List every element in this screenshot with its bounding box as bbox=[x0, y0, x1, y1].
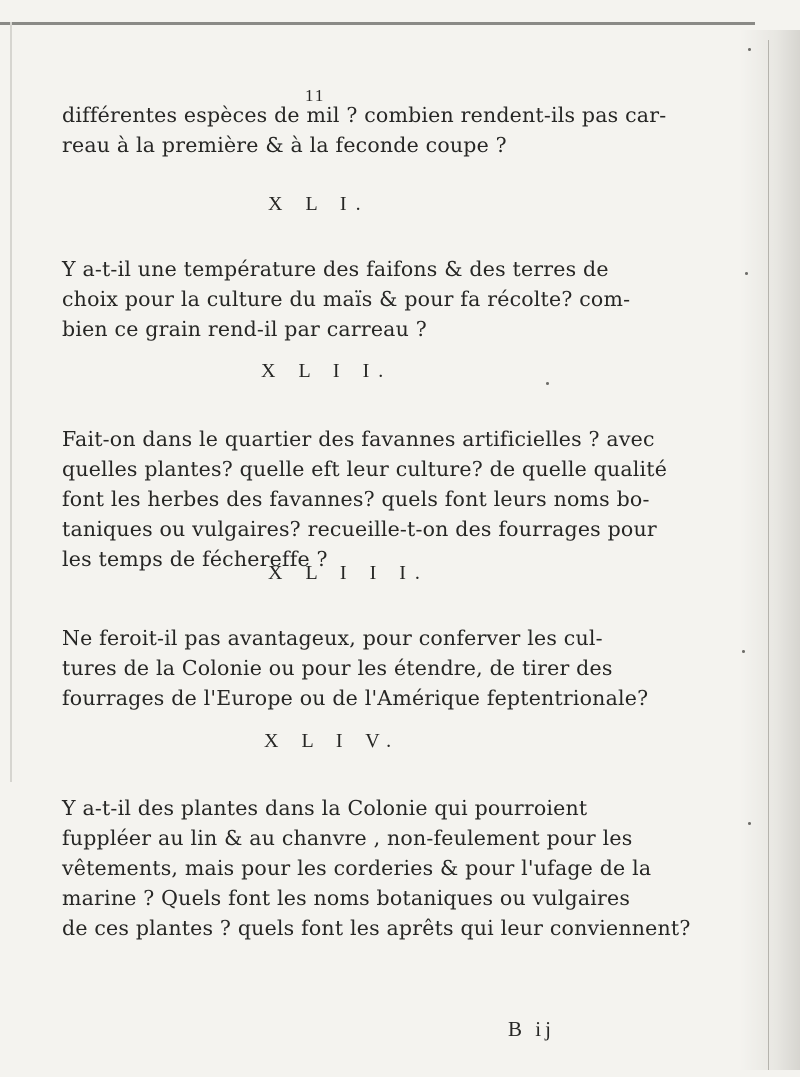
text-line: différentes espèces de mil ? combien rendent-ils pas car- bbox=[62, 103, 667, 127]
text-line: bien ce grain rend-il par carreau ? bbox=[62, 317, 427, 341]
text-line: les temps de féchereffe ? bbox=[62, 547, 328, 571]
section-text-xliv bbox=[62, 793, 691, 943]
text-line: marine ? Quels font les noms botaniques ou vulgaires bbox=[62, 886, 631, 910]
text-line: vêtements, mais pour les corderies & pour l'ufage de la bbox=[62, 856, 652, 880]
section-heading-xli: X L I. bbox=[268, 193, 370, 215]
section-heading-xliii: X L I I I. bbox=[268, 562, 429, 584]
scan-speck bbox=[748, 822, 751, 825]
text-line: fuppléer au lin & au chanvre , non-feulement pour les bbox=[62, 826, 633, 850]
scan-speck bbox=[742, 650, 745, 653]
text-line: reau à la première & à la feconde coupe ? bbox=[62, 133, 507, 157]
text-line: Ne feroit-il pas avantageux, pour conferver les cul- bbox=[62, 626, 603, 650]
text-line: Fait-on dans le quartier des favannes artificielles ? avec bbox=[62, 427, 655, 451]
text-line: Y a-t-il des plantes dans la Colonie qui pourroient bbox=[62, 796, 588, 820]
page-edge-shadow bbox=[740, 30, 800, 1070]
text-line: tures de la Colonie ou pour les étendre, de tirer des bbox=[62, 656, 613, 680]
scan-speck bbox=[546, 382, 549, 385]
text-line: taniques ou vulgaires? recueille-t-on des fourrages pour bbox=[62, 517, 657, 541]
page-top-border bbox=[0, 22, 755, 25]
page-number: 11 bbox=[305, 86, 326, 105]
text-line: Y a-t-il une température des faifons & des terres de bbox=[62, 257, 609, 281]
text-line: choix pour la culture du maïs & pour fa récolte? com- bbox=[62, 287, 631, 311]
text-line: quelles plantes? quelle eft leur culture? de quelle qualité bbox=[62, 457, 668, 481]
page-left-border bbox=[10, 22, 12, 782]
text-line: font les herbes des favannes? quels font leurs noms bo- bbox=[62, 487, 650, 511]
paragraph-continuation bbox=[62, 100, 667, 160]
signature-mark: B ij bbox=[508, 1017, 555, 1041]
scan-speck bbox=[745, 272, 748, 275]
section-heading-xlii: X L I I. bbox=[261, 360, 393, 382]
scan-speck bbox=[748, 48, 751, 51]
section-text-xliii bbox=[62, 623, 649, 713]
text-line: de ces plantes ? quels font les aprêts qui leur conviennent? bbox=[62, 916, 691, 940]
section-text-xli bbox=[62, 254, 631, 344]
section-heading-xliv: X L I V. bbox=[264, 730, 401, 752]
section-text-xlii bbox=[62, 424, 668, 574]
text-line: fourrages de l'Europe ou de l'Amérique feptentrionale? bbox=[62, 686, 649, 710]
